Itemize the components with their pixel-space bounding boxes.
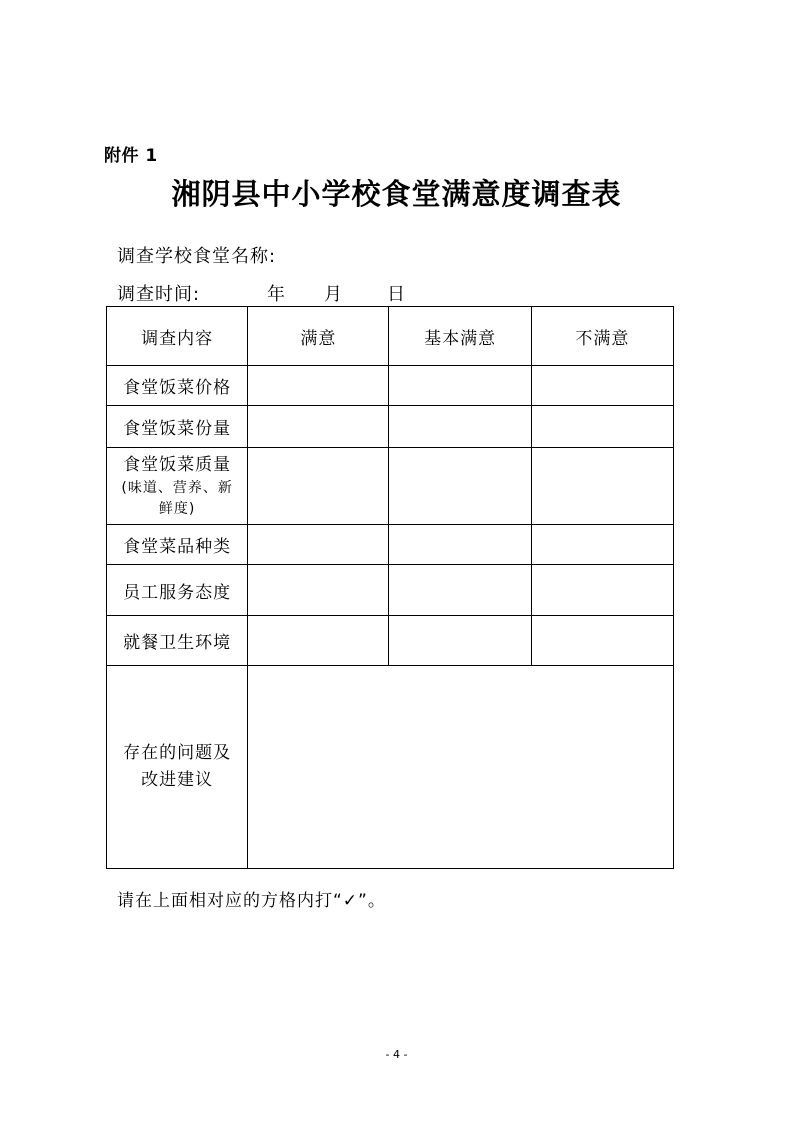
header-dissatisfied: 不满意 [531, 307, 673, 366]
row-item-note: (味道、营养、新 [121, 480, 233, 496]
basically-satisfied-check-cell[interactable] [389, 616, 531, 666]
dissatisfied-check-cell[interactable] [531, 565, 673, 616]
dissatisfied-check-cell[interactable] [531, 366, 673, 406]
row-item-label: 食堂饭菜质量 [123, 455, 232, 475]
dissatisfied-check-cell[interactable] [531, 448, 673, 525]
dissatisfied-check-cell[interactable] [531, 616, 673, 666]
row-item-cell [107, 448, 248, 525]
satisfaction-survey-table [106, 306, 674, 869]
satisfied-check-cell[interactable] [248, 525, 389, 565]
satisfied-check-cell[interactable] [248, 448, 389, 525]
satisfied-check-cell[interactable] [248, 366, 389, 406]
basically-satisfied-check-cell[interactable] [389, 406, 531, 448]
survey-time-line [117, 280, 406, 306]
row-item-label: 就餐卫生环境 [107, 616, 248, 666]
page-number: - 4 - [385, 1048, 408, 1061]
school-name-line [117, 242, 276, 268]
suggestion-label: 改进建议 [141, 770, 214, 790]
suggestion-label-cell [107, 666, 248, 869]
suggestion-row [107, 666, 674, 869]
dissatisfied-check-cell[interactable] [531, 406, 673, 448]
table-row [107, 366, 674, 406]
suggestion-label: 存在的问题及 [123, 743, 232, 763]
day-label: 日 [387, 284, 406, 305]
row-item-label: 食堂饭菜份量 [107, 406, 248, 448]
header-satisfied: 满意 [248, 307, 389, 366]
table-row [107, 525, 674, 565]
year-label: 年 [267, 284, 286, 305]
suggestion-input-area[interactable] [248, 666, 674, 869]
row-item-note: 鲜度) [158, 501, 196, 517]
month-label: 月 [324, 284, 343, 305]
document-title: 湘阴县中小学校食堂满意度调查表 [171, 177, 622, 211]
dissatisfied-check-cell[interactable] [531, 525, 673, 565]
basically-satisfied-check-cell[interactable] [389, 366, 531, 406]
survey-time-label: 调查时间: [117, 284, 201, 305]
header-survey-content: 调查内容 [107, 307, 248, 366]
instruction-note: 请在上面相对应的方格内打“✓”。 [117, 891, 386, 911]
table-row [107, 565, 674, 616]
header-basically-satisfied: 基本满意 [389, 307, 531, 366]
row-item-label: 员工服务态度 [107, 565, 248, 616]
attachment-label: 附件 1 [104, 146, 158, 166]
satisfied-check-cell[interactable] [248, 565, 389, 616]
table-row [107, 406, 674, 448]
table-row [107, 616, 674, 666]
school-name-label: 调查学校食堂名称: [117, 246, 277, 267]
satisfied-check-cell[interactable] [248, 406, 389, 448]
table-header-row [107, 307, 674, 366]
basically-satisfied-check-cell[interactable] [389, 565, 531, 616]
row-item-label: 食堂饭菜价格 [107, 366, 248, 406]
table-row [107, 448, 674, 525]
row-item-label: 食堂菜品种类 [107, 525, 248, 565]
satisfied-check-cell[interactable] [248, 616, 389, 666]
basically-satisfied-check-cell[interactable] [389, 448, 531, 525]
basically-satisfied-check-cell[interactable] [389, 525, 531, 565]
